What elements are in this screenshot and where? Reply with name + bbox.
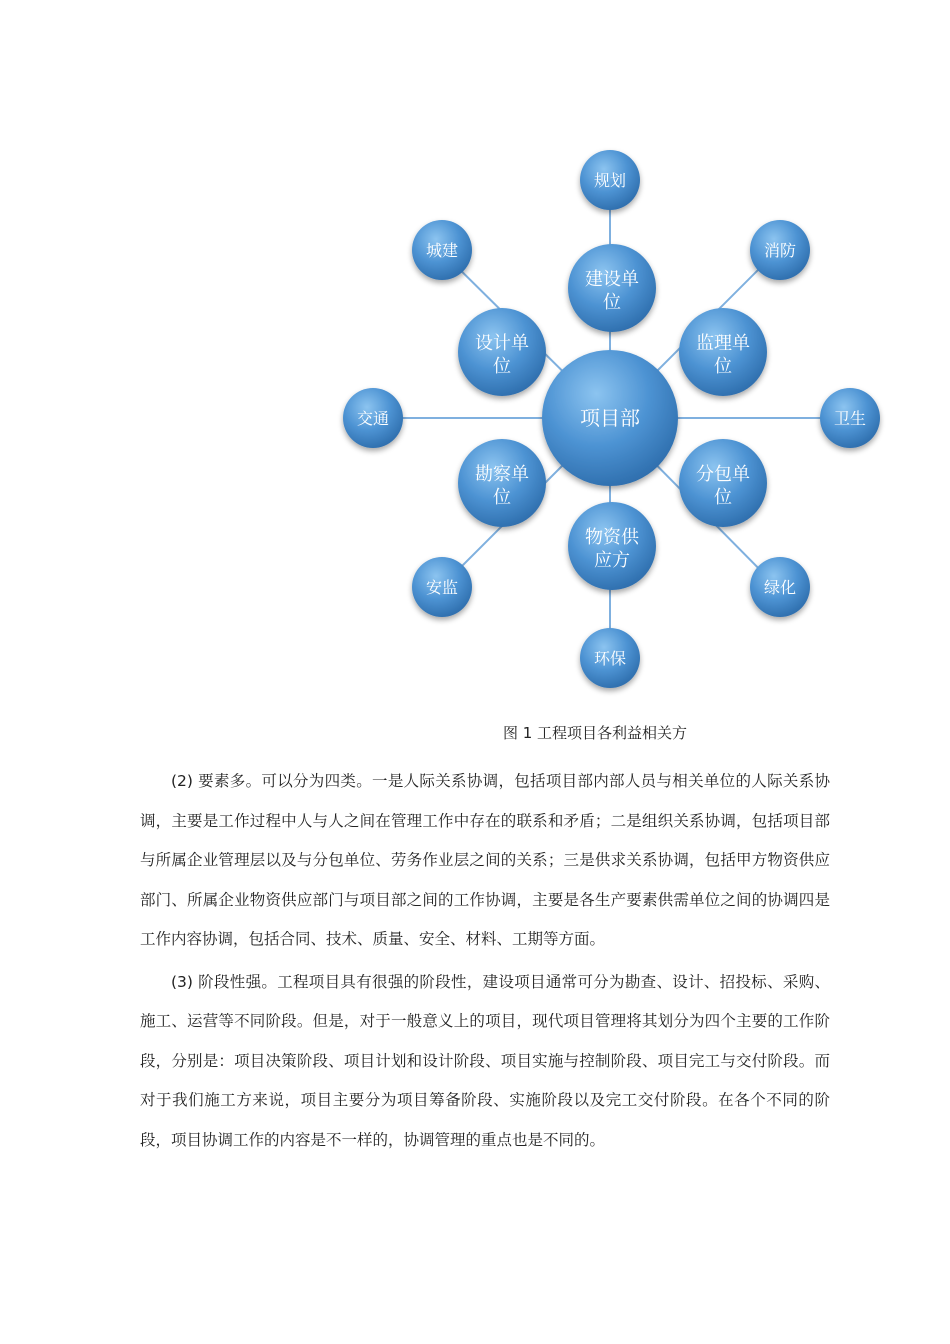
center-label: 项目部 — [580, 406, 640, 430]
outer-label-weisheng: 卫生 — [833, 409, 867, 428]
inner-label-wuzi-2: 应方 — [594, 550, 630, 571]
outer-label-chengjian: 城建 — [425, 241, 459, 260]
inner-label-jianli-2: 位 — [714, 356, 732, 377]
inner-node-wuzi — [568, 502, 656, 590]
outer-node-chengjian — [412, 220, 472, 280]
inner-label-jianshe-1: 建设单 — [585, 269, 639, 290]
inner-node-jianshe — [568, 244, 656, 332]
paragraph: (3) 阶段性强。工程项目具有很强的阶段性，建设项目通常可分为勘查、设计、招投标、采购、施工、运营等不同阶段。但是，对于一般意义上的项目，现代项目管理将其划分为四个主要的工作阶段，分别是：项目决策阶段、项目计划和设计阶段、项目实施与控制阶段、项目完工与交付阶段。而对于我们施工方来说，项目主要分为项目筹备阶段、实施阶段以及完工交付阶段。在各个不同的阶段，项目协调工作的内容是不一样的，协调管理的重点也是不同的。 — [140, 972, 830, 1149]
inner-label-sheji-2: 位 — [493, 356, 511, 377]
stakeholder-diagram — [330, 140, 890, 700]
outer-node-lvhua — [750, 557, 810, 617]
center-node — [542, 350, 678, 486]
inner-label-sheji-1: 设计单 — [475, 333, 529, 354]
inner-label-fenbao-1: 分包单 — [696, 464, 750, 485]
outer-node-anjian — [412, 557, 472, 617]
outer-node-huanbao — [580, 628, 640, 688]
inner-label-wuzi-1: 物资供 — [585, 527, 639, 548]
paragraph: (2) 要素多。可以分为四类。一是人际关系协调，包括项目部内部人员与相关单位的人际关系协调，主要是工作过程中人与人之间在管理工作中存在的联系和矛盾；二是组织关系协调，包括项目部与所属企业管理层以及与分包单位、劳务作业层之间的关系；三是供求关系协调，包括甲方物资供应部门、所属企业物资供应部门与项目部之间的工作协调，主要是各生产要素供需单位之间的协调四是工作内容协调，包括合同、技术、质量、安全、材料、工期等方面。 — [140, 772, 830, 948]
outer-label-anjian: 安监 — [425, 578, 459, 597]
outer-label-lvhua: 绿化 — [763, 578, 797, 597]
outer-node-guihua — [580, 150, 640, 210]
inner-node-fenbao — [679, 439, 767, 527]
inner-label-kancha-1: 勘察单 — [475, 464, 529, 485]
outer-node-xiaofang — [750, 220, 810, 280]
outer-label-xiaofang: 消防 — [763, 241, 797, 260]
outer-label-jiaotong: 交通 — [356, 409, 390, 428]
outer-label-guihua: 规划 — [593, 171, 627, 190]
inner-node-sheji — [458, 308, 546, 396]
inner-node-jianli — [679, 308, 767, 396]
inner-label-jianli-1: 监理单 — [696, 333, 750, 354]
inner-label-fenbao-2: 位 — [714, 487, 732, 508]
outer-node-jiaotong — [343, 388, 403, 448]
outer-label-huanbao: 环保 — [593, 649, 627, 668]
figure-caption: 图 1 工程项目各利益相关方 — [502, 724, 688, 742]
inner-label-jianshe-2: 位 — [603, 292, 621, 313]
outer-node-weisheng — [820, 388, 880, 448]
inner-node-kancha — [458, 439, 546, 527]
body-text — [140, 762, 830, 1163]
inner-label-kancha-2: 位 — [493, 487, 511, 508]
